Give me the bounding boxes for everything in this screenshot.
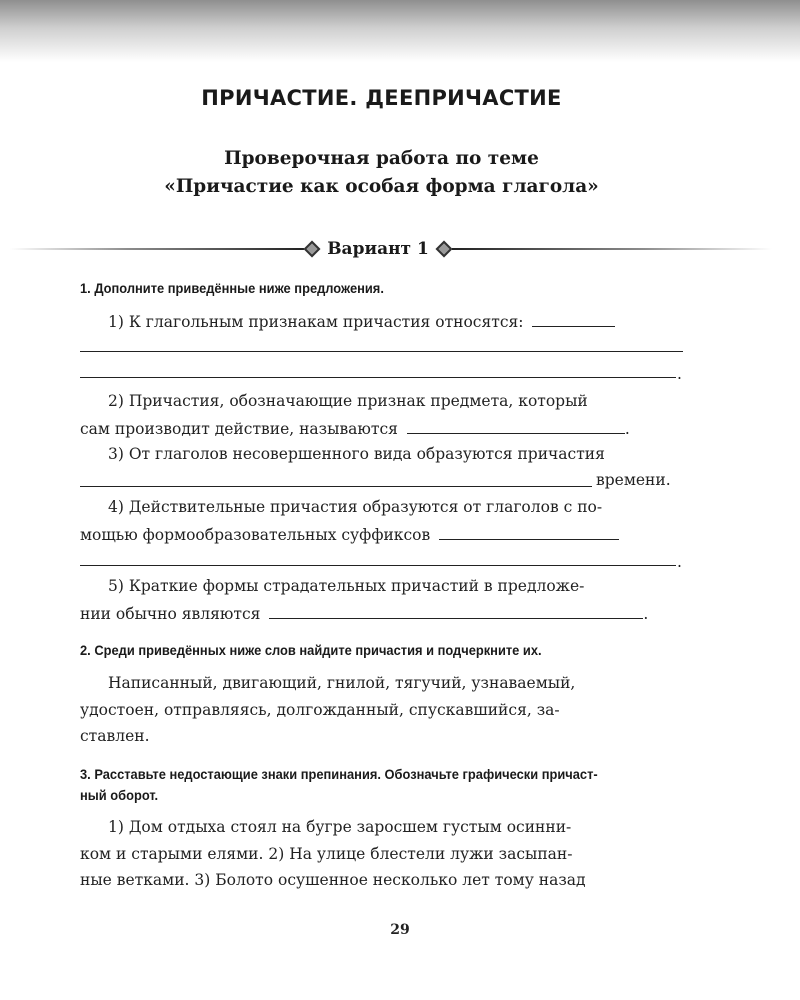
sentence-text: 3) От глаголов несовершенного вида образуются причастия [108, 445, 605, 463]
task1-sentence-1 [80, 308, 683, 336]
task3-heading-line-2: ный оборот. [80, 787, 159, 803]
task3-text-line: ком и старыми елями. 2) На улице блестели лужи засыпан- [80, 844, 573, 863]
sentence-period: . [677, 365, 682, 383]
answer-line[interactable] [80, 565, 676, 566]
divider-line-right [452, 248, 772, 250]
sentence-text: нии обычно являются [80, 604, 261, 623]
divider-line-left [10, 248, 304, 250]
subtitle-line-2: «Причастие как особая форма глагола» [164, 176, 599, 197]
answer-blank[interactable] [407, 415, 625, 434]
word-list-line: ставлен. [80, 727, 150, 745]
answer-blank[interactable] [439, 521, 619, 540]
sentence-text: 2) Причастия, обозначающие признак предмета, который [108, 392, 588, 410]
task3-text [80, 814, 683, 894]
sentence-text: сам производит действие, называются [80, 419, 398, 438]
sentence-text: времени. [596, 471, 671, 489]
sentence-text: 4) Действительные причастия образуются от глаголов с по- [108, 498, 603, 516]
worksheet-subtitle [80, 145, 683, 201]
sentence-line [80, 600, 683, 628]
task3-heading-line-1: 3. Расставьте недостающие знаки препинания. Обозначьте графически причаст- [80, 766, 598, 782]
sentence-text: мощью формообразовательных суффиксов [80, 525, 431, 544]
sentence-line [80, 521, 683, 549]
subtitle-line-1: Проверочная работа по теме [224, 148, 539, 169]
word-list-line: Написанный, двигающий, гнилой, тягучий, узнаваемый, [108, 674, 576, 692]
sentence-period: . [643, 604, 649, 623]
answer-blank[interactable] [532, 308, 615, 327]
task1-sentence-3 [80, 441, 683, 468]
task2-heading: 2. Среди приведённых ниже слов найдите причастия и подчеркните их. [80, 642, 542, 658]
sentence-text: 5) Краткие формы страдательных причастий в предложе- [108, 577, 585, 595]
sentence-line [80, 415, 683, 443]
task3-heading [80, 764, 635, 806]
answer-line[interactable] [80, 377, 676, 378]
task3-text-line: 1) Дом отдыха стоял на бугре заросшем густым осинни- [108, 818, 572, 836]
sentence-text: 1) К глагольным признакам причастия относятся: [108, 313, 524, 331]
diamond-ornament-icon [304, 241, 321, 258]
variant-label: Вариант 1 [327, 239, 429, 259]
task1-sentence-5 [80, 573, 683, 627]
answer-line[interactable] [80, 486, 592, 487]
task3-text-line: ные ветками. 3) Болото осушенное несколько лет тому назад [80, 871, 586, 889]
word-list-line: удостоен, отправляясь, долгожданный, спускавшийся, за- [80, 700, 560, 719]
sentence-period: . [624, 419, 630, 438]
task2-word-list [80, 670, 683, 750]
answer-blank[interactable] [269, 600, 643, 619]
top-shade [0, 0, 800, 62]
diamond-ornament-icon [436, 241, 453, 258]
variant-divider [0, 236, 800, 262]
task1-sentence-2 [80, 388, 683, 442]
answer-line[interactable] [80, 351, 683, 352]
task1-heading: 1. Дополните приведённые ниже предложения. [80, 280, 384, 296]
page-number: 29 [390, 922, 410, 938]
page-title: ПРИЧАСТИЕ. ДЕЕПРИЧАСТИЕ [201, 86, 562, 110]
task1-sentence-4 [80, 494, 683, 548]
sentence-period: . [677, 553, 682, 571]
